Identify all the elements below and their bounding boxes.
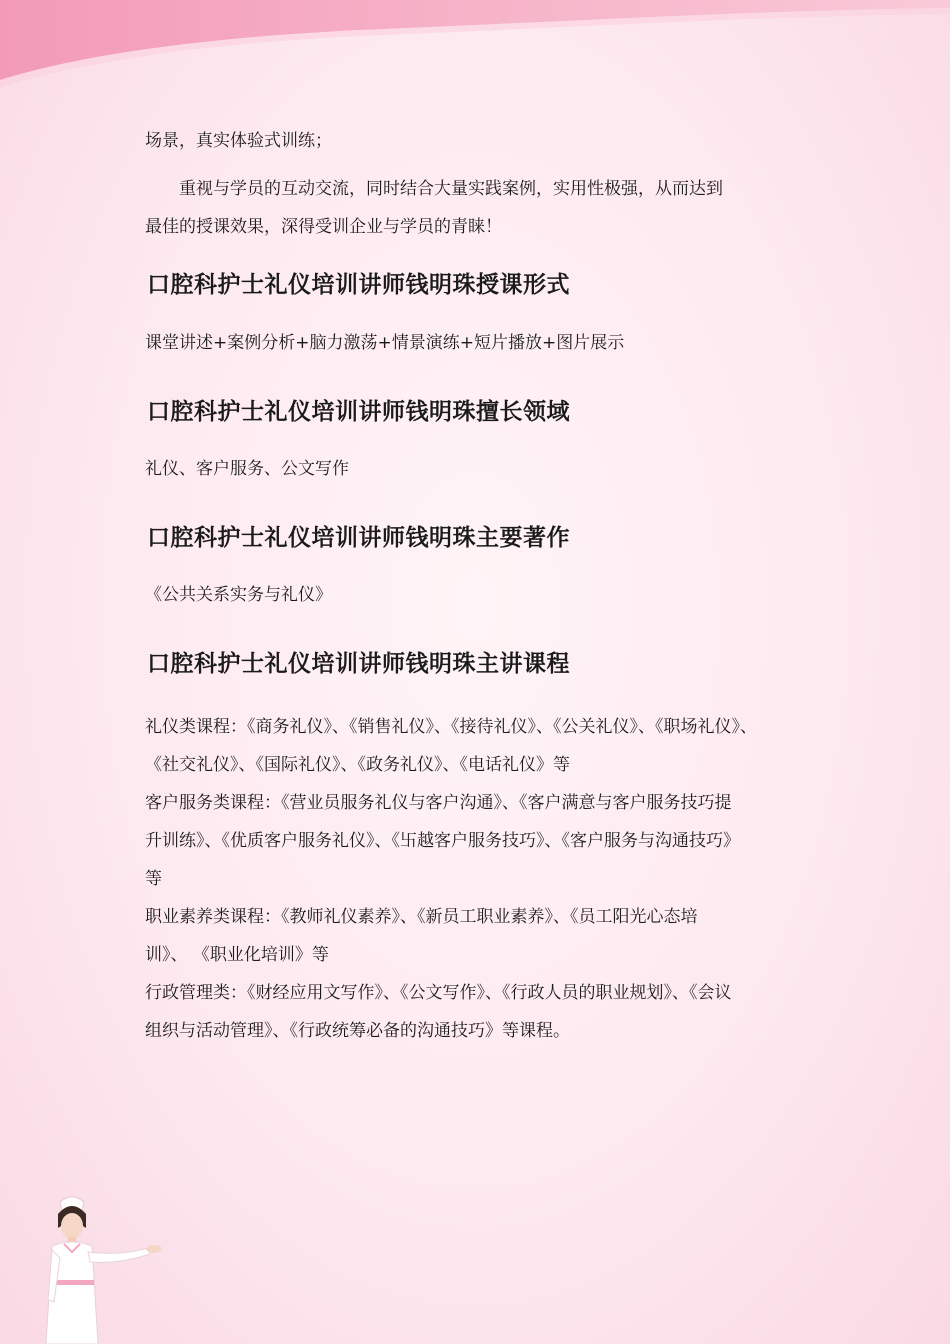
course-etiquette-line-2: 《社交礼仪》、《国际礼仪》、《政务礼仪》、《电话礼仪》等 [145,755,570,775]
works-text: 《公共关系实务与礼仪》 [145,585,332,605]
intro-line-2: 重视与学员的互动交流，同时结合大量实践案例，实用性极强，从而达到 [179,179,723,199]
format-text: 课堂讲述+案例分析+脑力激荡+情景演练+短片播放+图片展示 [145,333,625,353]
expertise-text: 礼仪、客户服务、公文写作 [145,459,349,479]
top-wave-decoration [0,0,950,90]
format-heading: 口腔科护士礼仪培训讲师钱明珠授课形式 [147,272,570,298]
course-list [145,708,813,1050]
course-admin-line-1: 行政管理类：《财经应用文写作》、《公文写作》、《行政人员的职业规划》、《会议 [145,983,732,1003]
course-etiquette-line-1: 礼仪类课程：《商务礼仪》、《销售礼仪》、《接待礼仪》、《公关礼仪》、《职场礼仪》、 [145,717,757,737]
intro-line-1: 场景，真实体验式训练； [145,131,332,151]
nurse-illustration [40,1188,170,1344]
course-service-line-2: 升训练》、《优质客户服务礼仪》、《卐越客户服务技巧》、《客户服务与沟通技巧》 [145,831,740,851]
works-heading: 口腔科护士礼仪培训讲师钱明珠主要著作 [147,525,570,551]
expertise-heading: 口腔科护士礼仪培训讲师钱明珠擅长领域 [147,399,570,425]
course-service-line-3: 等 [145,869,162,889]
course-career-line-1: 职业素养类课程：《教师礼仪素养》、《新员工职业素养》、《员工阳光心态培 [145,907,698,927]
intro-line-3: 最佳的授课效果，深得受训企业与学员的青睐！ [145,217,502,237]
course-admin-line-2: 组织与活动管理》、《行政统筹必备的沟通技巧》等课程。 [145,1021,570,1041]
course-service-line-1: 客户服务类课程：《营业员服务礼仪与客户沟通》、《客户满意与客户服务技巧提 [145,793,732,813]
courses-heading: 口腔科护士礼仪培训讲师钱明珠主讲课程 [147,651,570,677]
course-career-line-2: 训》、 《职业化培训》等 [145,945,329,965]
